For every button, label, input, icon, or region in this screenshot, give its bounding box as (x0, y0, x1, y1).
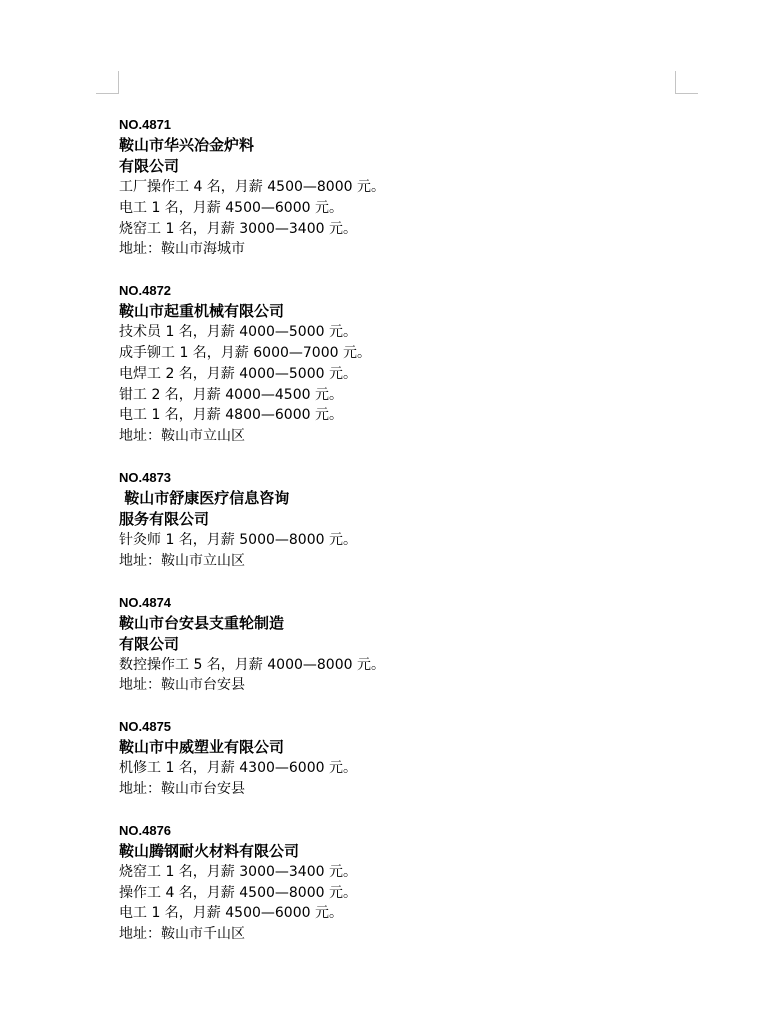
job-position: 针灸师 1 名，月薪 5000—8000 元。 (119, 531, 357, 548)
job-position: 成手铆工 1 名，月薪 6000—7000 元。 (119, 344, 371, 361)
job-position: 钳工 2 名，月薪 4000—4500 元。 (119, 386, 343, 403)
company-name: 鞍山市台安县支重轮制造 (119, 613, 285, 632)
listing-number: NO.4875 (119, 719, 172, 735)
company-address: 地址：鞍山市台安县 (119, 780, 245, 797)
listing-number: NO.4872 (119, 283, 172, 299)
job-listing (119, 821, 679, 945)
page-corner-mark-top-left (96, 71, 119, 94)
company-name: 鞍山市华兴冶金炉料 (119, 136, 255, 154)
job-position: 电工 1 名，月薪 4800—6000 元。 (119, 407, 343, 424)
job-position: 电焊工 2 名，月薪 4000—5000 元。 (119, 365, 357, 382)
company-name: 有限公司 (119, 157, 180, 175)
job-position: 电工 1 名，月薪 4500—6000 元。 (119, 905, 343, 922)
job-position: 机修工 1 名，月薪 4300—6000 元。 (119, 760, 357, 777)
company-name: 鞍山腾钢耐火材料有限公司 (119, 841, 300, 860)
job-position: 烧窑工 1 名，月薪 3000—3400 元。 (119, 220, 357, 237)
job-position: 工厂操作工 4 名，月薪 4500—8000 元。 (119, 179, 385, 195)
job-position: 电工 1 名，月薪 4500—6000 元。 (119, 199, 343, 216)
listing-number: NO.4873 (119, 469, 172, 485)
company-address: 地址：鞍山市海城市 (119, 241, 245, 258)
listing-number: NO.4871 (119, 117, 172, 132)
job-listing (119, 593, 679, 697)
company-address: 地址：鞍山市立山区 (119, 552, 245, 569)
job-position: 操作工 4 名，月薪 4500—8000 元。 (119, 884, 357, 901)
listing-number: NO.4876 (119, 822, 172, 838)
job-position: 技术员 1 名，月薪 4000—5000 元。 (119, 324, 357, 341)
document-body (119, 115, 679, 966)
job-position: 烧窑工 1 名，月薪 3000—3400 元。 (119, 863, 357, 880)
page-corner-mark-top-right (675, 71, 698, 94)
company-name: 鞍山市舒康医疗信息咨询 (119, 488, 290, 507)
job-position: 数控操作工 5 名，月薪 4000—8000 元。 (119, 656, 385, 673)
job-listing (119, 281, 679, 447)
company-name: 服务有限公司 (119, 509, 210, 528)
company-address: 地址：鞍山市立山区 (119, 428, 245, 445)
company-address: 地址：鞍山市台安县 (119, 677, 245, 694)
company-name: 鞍山市起重机械有限公司 (119, 302, 285, 321)
company-name: 鞍山市中威塑业有限公司 (119, 738, 285, 757)
company-address: 地址：鞍山市千山区 (119, 926, 245, 943)
listing-number: NO.4874 (119, 594, 172, 610)
job-listing (119, 115, 679, 260)
job-listing (119, 468, 679, 572)
job-listing (119, 717, 679, 800)
company-name: 有限公司 (119, 634, 180, 653)
